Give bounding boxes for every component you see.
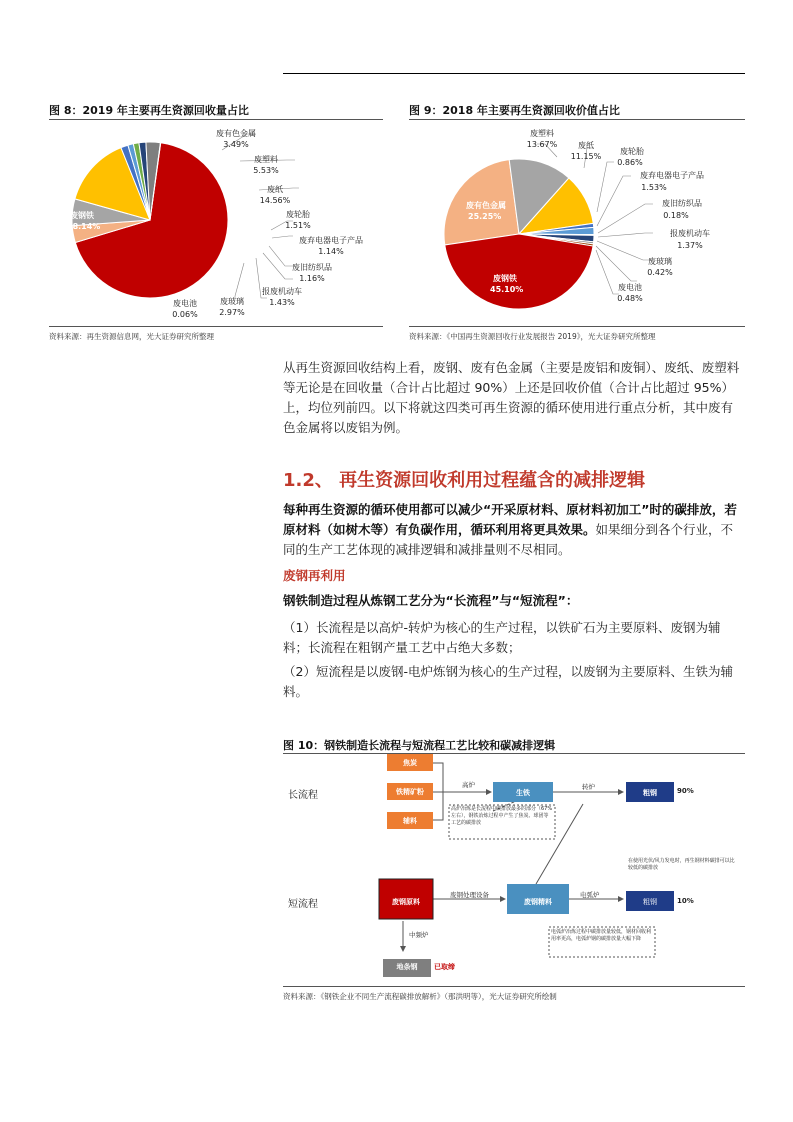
mid-frequency-furnace-label: 中频炉 (409, 931, 429, 939)
pie8-label-textile-name: 废旧纺织品 (292, 263, 332, 272)
pie8-label-paper-name: 废纸 (267, 185, 283, 194)
box-pig-iron-label: 生铁 (516, 789, 530, 797)
figure10-source: 资料来源：《钢铁企业不同生产流程碳排放解析》（那洪明等），光大证券研究所绘制 (283, 992, 557, 1001)
process-intro: 钢铁制造过程从炼钢工艺分为“长流程”与“短流程”： (283, 593, 579, 608)
pie9-label-textile-name: 废旧纺织品 (662, 199, 702, 208)
note-clean-power: 在使用光伏/风力发电时，再生钢材料碳排可以比较低的碳排放 (628, 858, 735, 871)
pie9-label-paper-value: 11.15% (570, 152, 602, 161)
pie8-label-tire-name: 废轮胎 (286, 210, 310, 219)
pie9-label-steel-value: 45.10% (490, 285, 524, 294)
pie9-label-tire-name: 废轮胎 (620, 147, 644, 156)
pie9-label-battery-name: 废电池 (618, 283, 642, 292)
eaf-label: 电弧炉 (580, 891, 600, 899)
figure9-title: 图 9：2018 年主要再生资源回收价值占比 (409, 104, 620, 117)
pie9-label-plastic-name: 废塑料 (530, 129, 554, 138)
box-coke-label: 焦炭 (403, 759, 417, 767)
pie8-label-ewaste-value: 1.14% (318, 247, 344, 256)
pie8-label-battery-name: 废电池 (173, 299, 197, 308)
pie9-label-glass-value: 0.42% (647, 268, 673, 277)
figure9-source: 资料来源：《中国再生资源回收行业发展报告 2019》，光大证券研究所整理 (409, 332, 656, 341)
pie8-label-paper-value: 14.56% (259, 196, 291, 205)
pie8-label-textile-value: 1.16% (299, 274, 325, 283)
figure9-bottom-rule (409, 326, 745, 327)
pie9-label-steel-name: 废钢铁 (493, 274, 517, 283)
pie8-label-plastic-value: 5.53% (253, 166, 279, 175)
paragraph-emission-logic (283, 500, 745, 560)
pie8-label-vehicle-value: 1.43% (269, 298, 295, 307)
pie9-label-plastic-value: 13.67% (526, 140, 558, 149)
banned-label: 已取缔 (434, 963, 455, 971)
pie8-label-glass-value: 2.97% (219, 308, 245, 317)
pie8-label-battery-value: 0.06% (172, 310, 198, 319)
subsection-title: 废钢再利用 (283, 568, 346, 583)
figure10-title: 图 10：钢铁制造长流程与短流程工艺比较和碳减排逻辑 (283, 739, 556, 752)
pie8-label-nonferrous-name: 废有色金属 (216, 129, 256, 138)
pie8-label-plastic-name: 废塑料 (254, 155, 278, 164)
long-process-item: （1）长流程是以高炉-转炉为核心的生产过程，以铁矿石为主要原料、废钢为辅料；长流程在粗钢产量工艺中占绝大多数； (283, 620, 721, 655)
box-scrap-raw-label: 废钢原料 (392, 898, 420, 906)
pie9-label-nonferrous-value: 25.25% (468, 212, 502, 221)
scrap-equipment-label: 废钢处理设备 (450, 891, 489, 899)
paragraph-recycling-structure: 从再生资源回收结构上看，废钢、废有色金属（主要是废铝和废铜）、废纸、废塑料等无论是在回收量（合计占比超过 90%）上还是回收价值（合计占比超过 95%）上，均位列前四。以下将就这四类可再生资源的循环使用进行重点分析，其中废有色金属将以废铝为例。 (283, 360, 740, 435)
pie9-label-textile-value: 0.18% (663, 211, 689, 220)
figure8-title: 图 8：2019 年主要再生资源回收量占比 (49, 104, 249, 117)
short-share-label: 10% (677, 897, 694, 905)
box-iron-ore-label: 铁精矿粉 (396, 788, 424, 796)
pie8-label-ewaste-name: 废弃电器电子产品 (299, 236, 363, 245)
pie8-label-tire-value: 1.51% (285, 221, 311, 230)
long-share-label: 90% (677, 787, 694, 795)
figure8-bottom-rule (49, 326, 383, 327)
figure8-source: 资料来源：再生资源信息网，光大证券研究所整理 (49, 332, 214, 341)
pie8-label-glass-name: 废玻璃 (220, 297, 244, 306)
pie9-label-nonferrous-name: 废有色金属 (466, 201, 506, 210)
pie9-label-tire-value: 0.86% (617, 158, 643, 167)
box-ground-steel-label: 地条钢 (396, 963, 418, 971)
box-auxiliary-label: 辅料 (403, 817, 417, 825)
pie8-label-steel-value: 68.14% (67, 222, 101, 231)
converter-label: 转炉 (582, 783, 595, 791)
pie8-label-steel-name: 废钢铁 (70, 211, 94, 220)
pie9-slice-9 (445, 234, 593, 309)
long-process-label: 长流程 (288, 790, 318, 801)
short-process-item: （2）短流程是以废钢-电炉炼钢为核心的生产过程，以废钢为主要原料、生铁为辅料。 (283, 664, 733, 699)
paragraph-emission-logic-bold: 每种再生资源的循环使用都可以减少“开采原材料、原材料初加工”时的碳排放，若原材料（如树木等）有负碳作用，循环利用将更具效果。 (283, 502, 737, 537)
box-crude-steel-short-label: 粗钢 (643, 898, 657, 906)
paragraph-emission-logic-rest: 如果细分到各个行业，不同的生产工艺体现的减排逻辑和减排量则不尽相同。 (283, 522, 734, 557)
pie9-label-battery-value: 0.48% (617, 294, 643, 303)
pie9-label-paper-name: 废纸 (578, 141, 594, 150)
blast-furnace-label: 高炉 (462, 781, 475, 789)
pie9-label-ewaste-name: 废弃电器电子产品 (640, 171, 704, 180)
pie8-label-nonferrous-value: 3.49% (223, 140, 249, 149)
note-blast-furnace: 高炉冶炼是长流程中碳排放最多的部分（67%左右），钢铁冶炼过程中产生了焦炭、球团等工艺的碳排放 (451, 806, 553, 826)
header-rule (283, 73, 745, 74)
pie9-label-ewaste-value: 1.53% (641, 183, 667, 192)
section-title: 1.2、 再生资源回收利用过程蕴含的减排逻辑 (283, 470, 646, 491)
pie9-label-vehicle-name: 报废机动车 (670, 229, 710, 238)
pie8-label-vehicle-name: 报废机动车 (262, 287, 302, 296)
box-crude-steel-long-label: 粗钢 (643, 789, 657, 797)
short-process-label: 短流程 (288, 899, 318, 910)
figure10-bottom-rule (283, 986, 745, 987)
box-scrap-fine-label: 废钢精料 (524, 898, 552, 906)
note-eaf: 电弧炉冶炼过程中碳排放量较低，钢材回收利用率更高，电弧炉钢的碳排放量大幅下降 (551, 929, 652, 942)
pie9-label-vehicle-value: 1.37% (677, 241, 703, 250)
pie9-label-glass-name: 废玻璃 (648, 257, 672, 266)
